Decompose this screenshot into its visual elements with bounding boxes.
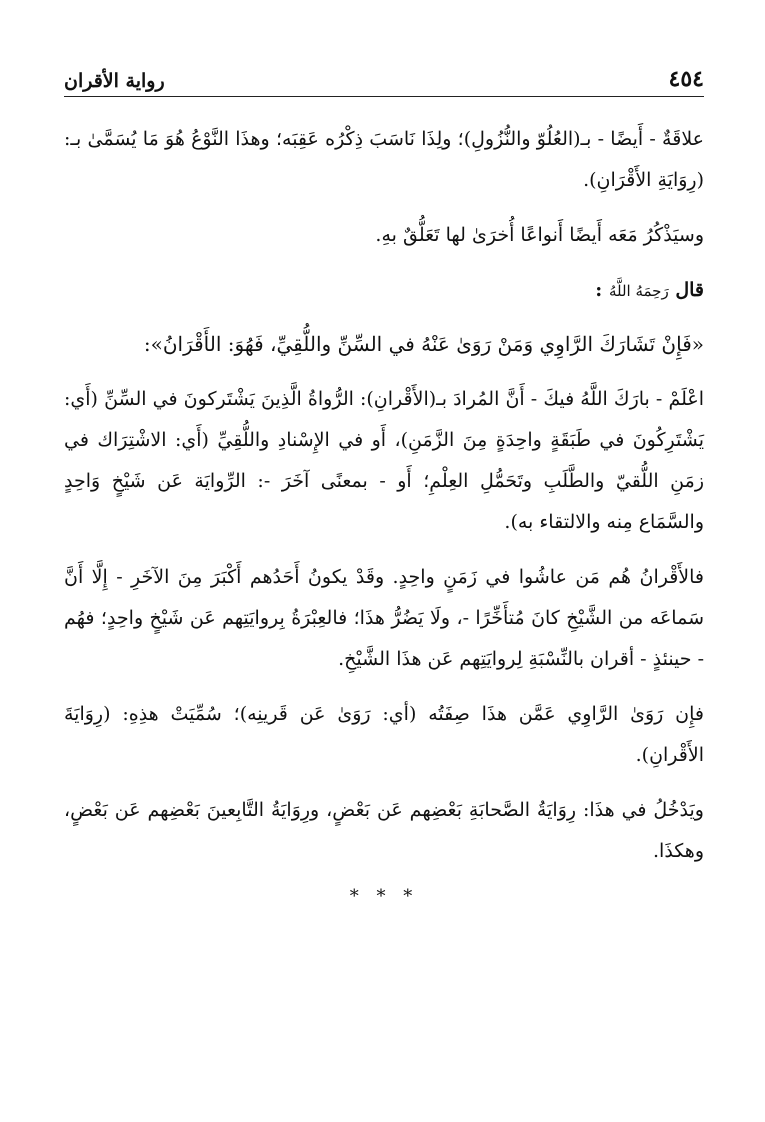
section-separator: * * * [349,886,419,907]
paragraph-definition: اعْلَمْ - بارَكَ اللَّهُ فيكَ - أَنَّ المُرادَ بـ(الأَقْرانِ): الرُّواةُ الَّذِينَ يَشْتَركونَ في السِّنِّ (أَي: يَشْتَرِكُونَ في طَبَقَةٍ واحِدَةٍ مِنَ الزَّمَنِ)، أَو في الإِسْنادِ واللُّقِيِّ (أَي: الاشْتِرَاك في زمَنِ اللُّقيّ والطَّلَبِ وتَحَمُّلِ العِلْمِ؛ أَو - بمعنًى آخَرَ -: الرِّوايَة عَن شَيْخٍ وَاحِدٍ والسَّمَاع مِنه والالتقاء به). [64,388,704,533]
paragraph-intro: علاقَةٌ - أَيضًا - بـ(العُلُوّ والنُّزُولِ)؛ ولِذَا نَاسَبَ ذِكْرُه عَقِبَه؛ وهذَا النَّوْعُ هُوَ مَا يُسَمَّىٰ بـ: (رِوَايَةِ الأَقْرَانِ). [64,128,704,191]
paragraph-explanation: فالأَقْرانُ هُم مَن عاشُوا في زَمَنٍ واحِدٍ. وقَدْ يكونُ أَحَدُهم أَكْبَرَ مِنَ الآخَرِ - إِلَّا أَنَّ سَماعَه من الشَّيْخِ كانَ مُتأَخِّرًا -، ولَا يَضُرُّ هذَا؛ فالعِبْرَةُ بِروايَتِهم عَن شَيْخٍ واحِدٍ؛ فهُم - حينئذٍ - أقران بالنِّسْبَةِ لِروايَتِهم عَن هذَا الشَّيْخِ. [64,566,704,670]
author-quote-label [64,270,704,312]
page-body [64,119,704,907]
qal-colon: : [595,279,603,301]
honorific: رَحِمَهُ اللَّهُ [608,282,669,300]
book-page [64,52,704,907]
qal-word: قال [675,279,704,301]
paragraph-naming: فإِن رَوَىٰ الرَّاوِي عَمَّن هذَا صِفَتُه (أي: رَوَىٰ عَن قَرينِه)؛ سُمِّيَتْ هذِهِ: (رِوَايَةَ الأَقْرانِ). [64,703,704,766]
paragraph-mention: وسيَذْكُرُ مَعَه أَيضًا أَنواعًا أُخرَىٰ لها تَعَلُّقٌ بهِ. [375,224,704,246]
paragraph-examples: ويَدْخُلُ في هذَا: رِوَايَةُ الصَّحابَةِ بَعْضِهم عَن بَعْضٍ، ورِوَايَةُ التَّابِعينَ بَعْضِهم عَن بَعْضٍ، وهكذَا. [64,799,704,862]
running-title: رواية الأقران [64,70,165,92]
page-header [64,52,704,97]
matn-quote: «فَإِنْ تَشَارَكَ الرَّاوِي وَمَنْ رَوَىٰ عَنْهُ في السِّنِّ واللُّقِيِّ، فَهُوَ: الأَقْرَانُ»: [143,332,704,356]
page-number: ٤٥٤ [668,66,704,92]
